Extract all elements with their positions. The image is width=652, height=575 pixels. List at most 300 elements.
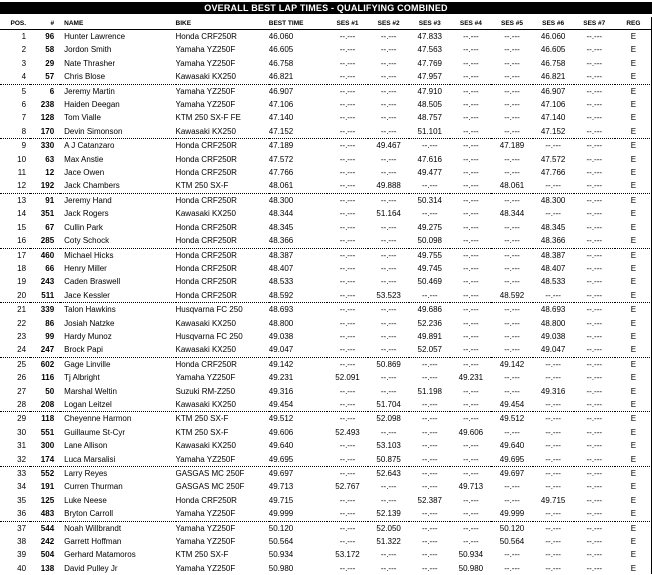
cell-number: 544 (30, 521, 60, 535)
cell-ses2: --.--- (368, 330, 409, 343)
cell-best-time: 48.366 (269, 234, 327, 248)
cell-ses3: 47.957 (409, 70, 450, 84)
cell-ses4: --.--- (450, 111, 491, 124)
cell-ses3: 49.755 (409, 248, 450, 262)
cell-ses5: --.--- (491, 166, 532, 179)
cell-ses1: --.--- (327, 439, 368, 452)
cell-ses4: --.--- (450, 166, 491, 179)
cell-name: Larry Reyes (60, 467, 175, 481)
cell-pos: 7 (0, 111, 30, 124)
cell-name: Luke Neese (60, 494, 175, 507)
table-row (0, 426, 652, 439)
cell-ses1: --.--- (327, 111, 368, 124)
table-row (0, 303, 652, 317)
cell-number: 96 (30, 30, 60, 44)
cell-number: 50 (30, 385, 60, 398)
header-number: # (30, 17, 60, 30)
cell-bike: Honda CRF250R (176, 139, 269, 153)
cell-ses6: 49.715 (533, 494, 574, 507)
cell-ses3: 47.833 (409, 30, 450, 44)
cell-pos: 35 (0, 494, 30, 507)
cell-number: 66 (30, 262, 60, 275)
cell-ses5: --.--- (491, 548, 532, 561)
cell-ses3: 51.198 (409, 385, 450, 398)
cell-best-time: 50.564 (269, 535, 327, 548)
header-ses7: SES #7 (574, 17, 615, 30)
cell-bike: Husqvarna FC 250 (176, 303, 269, 317)
cell-ses4: --.--- (450, 139, 491, 153)
cell-pos: 13 (0, 193, 30, 207)
cell-bike: Suzuki RM-Z250 (176, 385, 269, 398)
cell-ses1: --.--- (327, 330, 368, 343)
cell-reg: E (615, 467, 652, 481)
cell-ses2: --.--- (368, 562, 409, 575)
cell-name: Jack Rogers (60, 207, 175, 220)
cell-ses1: --.--- (327, 507, 368, 521)
cell-ses6: 48.407 (533, 262, 574, 275)
cell-ses6: --.--- (533, 357, 574, 371)
cell-pos: 20 (0, 289, 30, 303)
cell-bike: Honda CRF250R (176, 166, 269, 179)
cell-number: 551 (30, 426, 60, 439)
cell-pos: 25 (0, 357, 30, 371)
cell-name: Noah Willbrandt (60, 521, 175, 535)
cell-ses7: --.--- (574, 317, 615, 330)
cell-pos: 29 (0, 412, 30, 426)
cell-number: 511 (30, 289, 60, 303)
cell-ses4: --.--- (450, 153, 491, 166)
cell-bike: Yamaha YZ250F (176, 562, 269, 575)
cell-ses1: --.--- (327, 289, 368, 303)
cell-ses6: --.--- (533, 289, 574, 303)
cell-ses6: 46.907 (533, 84, 574, 98)
cell-ses7: --.--- (574, 521, 615, 535)
table-row (0, 179, 652, 193)
cell-ses4: --.--- (450, 221, 491, 234)
cell-ses2: --.--- (368, 371, 409, 384)
cell-ses6: 47.152 (533, 125, 574, 139)
cell-ses5: --.--- (491, 221, 532, 234)
cell-name: Gerhard Matamoros (60, 548, 175, 561)
cell-ses5: --.--- (491, 84, 532, 98)
cell-best-time: 47.106 (269, 98, 327, 111)
cell-ses4: 49.606 (450, 426, 491, 439)
cell-ses5: 48.344 (491, 207, 532, 220)
cell-ses3: 47.910 (409, 84, 450, 98)
cell-ses6: 49.038 (533, 330, 574, 343)
cell-ses1: --.--- (327, 275, 368, 288)
cell-ses3: 48.757 (409, 111, 450, 124)
table-row (0, 535, 652, 548)
cell-ses7: --.--- (574, 193, 615, 207)
cell-best-time: 46.907 (269, 84, 327, 98)
cell-best-time: 46.821 (269, 70, 327, 84)
cell-pos: 38 (0, 535, 30, 548)
cell-name: Jordon Smith (60, 43, 175, 56)
cell-best-time: 48.345 (269, 221, 327, 234)
cell-reg: E (615, 562, 652, 575)
cell-ses2: --.--- (368, 317, 409, 330)
cell-ses4: --.--- (450, 207, 491, 220)
cell-pos: 23 (0, 330, 30, 343)
cell-bike: Yamaha YZ250F (176, 507, 269, 521)
table-row (0, 262, 652, 275)
cell-ses2: --.--- (368, 30, 409, 44)
cell-ses1: --.--- (327, 494, 368, 507)
cell-ses5: --.--- (491, 70, 532, 84)
cell-ses5: 49.999 (491, 507, 532, 521)
cell-ses4: --.--- (450, 330, 491, 343)
cell-ses3: --.--- (409, 467, 450, 481)
cell-ses6: 47.766 (533, 166, 574, 179)
cell-reg: E (615, 426, 652, 439)
cell-ses2: --.--- (368, 480, 409, 493)
cell-best-time: 49.715 (269, 494, 327, 507)
cell-ses2: --.--- (368, 303, 409, 317)
cell-ses4: --.--- (450, 398, 491, 412)
cell-bike: Yamaha YZ250F (176, 371, 269, 384)
cell-ses3: 49.745 (409, 262, 450, 275)
table-row (0, 30, 652, 44)
cell-ses1: --.--- (327, 535, 368, 548)
cell-ses3: 48.505 (409, 98, 450, 111)
cell-name: Jace Owen (60, 166, 175, 179)
header-best-time: BEST TIME (269, 17, 327, 30)
cell-name: Max Anstie (60, 153, 175, 166)
cell-number: 460 (30, 248, 60, 262)
header-ses4: SES #4 (450, 17, 491, 30)
cell-ses2: --.--- (368, 166, 409, 179)
cell-ses5: --.--- (491, 262, 532, 275)
cell-best-time: 46.758 (269, 57, 327, 70)
cell-ses5: 48.061 (491, 179, 532, 193)
cell-ses3: --.--- (409, 289, 450, 303)
cell-reg: E (615, 125, 652, 139)
table-row (0, 221, 652, 234)
cell-ses6: 46.758 (533, 57, 574, 70)
cell-reg: E (615, 412, 652, 426)
cell-ses7: --.--- (574, 84, 615, 98)
cell-name: Chris Blose (60, 70, 175, 84)
cell-ses5: --.--- (491, 275, 532, 288)
cell-ses6: --.--- (533, 480, 574, 493)
cell-ses7: --.--- (574, 426, 615, 439)
cell-best-time: 49.697 (269, 467, 327, 481)
cell-ses5: 49.640 (491, 439, 532, 452)
cell-ses5: --.--- (491, 30, 532, 44)
table-row (0, 139, 652, 153)
cell-bike: Kawasaki KX250 (176, 317, 269, 330)
table-row (0, 248, 652, 262)
cell-reg: E (615, 84, 652, 98)
table-row (0, 412, 652, 426)
cell-pos: 1 (0, 30, 30, 44)
cell-ses5: --.--- (491, 153, 532, 166)
cell-ses7: --.--- (574, 507, 615, 521)
cell-ses4: --.--- (450, 303, 491, 317)
cell-ses4: --.--- (450, 275, 491, 288)
cell-ses5: --.--- (491, 494, 532, 507)
cell-number: 192 (30, 179, 60, 193)
cell-pos: 2 (0, 43, 30, 56)
cell-ses3: --.--- (409, 139, 450, 153)
cell-pos: 26 (0, 371, 30, 384)
cell-ses1: --.--- (327, 412, 368, 426)
cell-reg: E (615, 111, 652, 124)
cell-ses3: --.--- (409, 548, 450, 561)
cell-reg: E (615, 221, 652, 234)
cell-ses7: --.--- (574, 343, 615, 357)
cell-ses6: --.--- (533, 562, 574, 575)
cell-ses4: --.--- (450, 70, 491, 84)
cell-number: 552 (30, 467, 60, 481)
table-body (0, 30, 652, 575)
cell-ses7: --.--- (574, 535, 615, 548)
cell-ses4: --.--- (450, 30, 491, 44)
cell-bike: Honda CRF250R (176, 153, 269, 166)
cell-bike: Honda CRF250R (176, 221, 269, 234)
table-row (0, 494, 652, 507)
table-row (0, 467, 652, 481)
cell-ses4: --.--- (450, 43, 491, 56)
cell-reg: E (615, 30, 652, 44)
cell-best-time: 49.047 (269, 343, 327, 357)
cell-ses4: --.--- (450, 412, 491, 426)
cell-ses2: --.--- (368, 221, 409, 234)
cell-ses4: --.--- (450, 535, 491, 548)
cell-pos: 17 (0, 248, 30, 262)
cell-ses6: --.--- (533, 412, 574, 426)
cell-ses2: --.--- (368, 125, 409, 139)
cell-name: Devin Simonson (60, 125, 175, 139)
header-ses5: SES #5 (491, 17, 532, 30)
cell-ses7: --.--- (574, 412, 615, 426)
cell-ses7: --.--- (574, 548, 615, 561)
cell-ses4: --.--- (450, 84, 491, 98)
cell-reg: E (615, 193, 652, 207)
cell-ses4: --.--- (450, 289, 491, 303)
cell-best-time: 48.533 (269, 275, 327, 288)
cell-ses5: --.--- (491, 234, 532, 248)
cell-best-time: 50.120 (269, 521, 327, 535)
cell-reg: E (615, 480, 652, 493)
table-row (0, 57, 652, 70)
cell-bike: KTM 250 SX-F (176, 179, 269, 193)
cell-ses7: --.--- (574, 371, 615, 384)
cell-best-time: 48.387 (269, 248, 327, 262)
cell-pos: 28 (0, 398, 30, 412)
cell-ses3: 49.891 (409, 330, 450, 343)
cell-ses5: --.--- (491, 193, 532, 207)
header-reg: REG (615, 17, 652, 30)
cell-name: Tj Albright (60, 371, 175, 384)
cell-name: Luca Marsalisi (60, 453, 175, 467)
cell-ses5: --.--- (491, 43, 532, 56)
cell-ses6: 48.800 (533, 317, 574, 330)
cell-number: 29 (30, 57, 60, 70)
cell-best-time: 48.693 (269, 303, 327, 317)
cell-number: 602 (30, 357, 60, 371)
cell-reg: E (615, 43, 652, 56)
table-row (0, 125, 652, 139)
cell-ses6: --.--- (533, 207, 574, 220)
header-ses2: SES #2 (368, 17, 409, 30)
table-row (0, 84, 652, 98)
cell-ses6: 46.821 (533, 70, 574, 84)
cell-best-time: 47.766 (269, 166, 327, 179)
cell-number: 339 (30, 303, 60, 317)
cell-bike: KTM 250 SX-F (176, 412, 269, 426)
cell-best-time: 47.572 (269, 153, 327, 166)
cell-number: 238 (30, 98, 60, 111)
cell-ses4: --.--- (450, 179, 491, 193)
cell-number: 116 (30, 371, 60, 384)
cell-ses2: 50.875 (368, 453, 409, 467)
cell-bike: Yamaha YZ250F (176, 521, 269, 535)
cell-ses3: --.--- (409, 453, 450, 467)
table-row (0, 289, 652, 303)
cell-reg: E (615, 179, 652, 193)
cell-pos: 3 (0, 57, 30, 70)
cell-ses4: 49.713 (450, 480, 491, 493)
cell-reg: E (615, 535, 652, 548)
cell-ses6: --.--- (533, 467, 574, 481)
cell-best-time: 46.060 (269, 30, 327, 44)
cell-ses5: --.--- (491, 125, 532, 139)
cell-ses2: 53.523 (368, 289, 409, 303)
cell-ses1: --.--- (327, 166, 368, 179)
cell-ses4: --.--- (450, 57, 491, 70)
cell-ses5: --.--- (491, 343, 532, 357)
cell-number: 86 (30, 317, 60, 330)
cell-reg: E (615, 57, 652, 70)
cell-ses1: --.--- (327, 262, 368, 275)
cell-ses5: --.--- (491, 111, 532, 124)
cell-best-time: 49.512 (269, 412, 327, 426)
cell-ses3: 47.563 (409, 43, 450, 56)
cell-bike: Kawasaki KX250 (176, 343, 269, 357)
cell-ses6: --.--- (533, 398, 574, 412)
cell-ses1: 53.172 (327, 548, 368, 561)
cell-ses1: --.--- (327, 398, 368, 412)
cell-reg: E (615, 166, 652, 179)
cell-name: Lane Allison (60, 439, 175, 452)
cell-number: 138 (30, 562, 60, 575)
cell-ses4: 49.231 (450, 371, 491, 384)
cell-reg: E (615, 371, 652, 384)
cell-name: Jace Kessler (60, 289, 175, 303)
cell-ses7: --.--- (574, 453, 615, 467)
cell-number: 191 (30, 480, 60, 493)
cell-name: Marshal Weltin (60, 385, 175, 398)
cell-ses2: 51.164 (368, 207, 409, 220)
cell-ses1: --.--- (327, 84, 368, 98)
cell-ses1: --.--- (327, 193, 368, 207)
cell-ses2: 52.139 (368, 507, 409, 521)
table-row (0, 562, 652, 575)
cell-ses4: --.--- (450, 125, 491, 139)
cell-pos: 21 (0, 303, 30, 317)
cell-ses4: --.--- (450, 248, 491, 262)
cell-ses1: --.--- (327, 207, 368, 220)
cell-ses1: 52.493 (327, 426, 368, 439)
cell-number: 170 (30, 125, 60, 139)
cell-ses2: 52.643 (368, 467, 409, 481)
cell-name: Gage Linville (60, 357, 175, 371)
cell-number: 243 (30, 275, 60, 288)
cell-ses7: --.--- (574, 43, 615, 56)
cell-number: 58 (30, 43, 60, 56)
cell-ses7: --.--- (574, 248, 615, 262)
cell-ses2: --.--- (368, 57, 409, 70)
cell-pos: 9 (0, 139, 30, 153)
header-pos: POS. (0, 17, 30, 30)
cell-ses2: --.--- (368, 43, 409, 56)
cell-ses4: --.--- (450, 193, 491, 207)
cell-ses6: 47.572 (533, 153, 574, 166)
cell-name: Henry Miller (60, 262, 175, 275)
cell-ses4: --.--- (450, 385, 491, 398)
cell-ses2: 49.888 (368, 179, 409, 193)
cell-ses2: 53.103 (368, 439, 409, 452)
cell-reg: E (615, 98, 652, 111)
cell-name: Josiah Natzke (60, 317, 175, 330)
cell-ses1: --.--- (327, 343, 368, 357)
cell-best-time: 49.606 (269, 426, 327, 439)
cell-ses1: --.--- (327, 385, 368, 398)
cell-pos: 27 (0, 385, 30, 398)
cell-best-time: 48.061 (269, 179, 327, 193)
cell-bike: Kawasaki KX250 (176, 70, 269, 84)
cell-ses7: --.--- (574, 125, 615, 139)
cell-ses2: --.--- (368, 385, 409, 398)
cell-ses1: --.--- (327, 221, 368, 234)
cell-reg: E (615, 330, 652, 343)
cell-best-time: 49.695 (269, 453, 327, 467)
cell-bike: Husqvarna FC 250 (176, 330, 269, 343)
table-row (0, 439, 652, 452)
cell-ses7: --.--- (574, 480, 615, 493)
table-row (0, 43, 652, 56)
cell-reg: E (615, 521, 652, 535)
cell-ses6: 47.140 (533, 111, 574, 124)
table-row (0, 193, 652, 207)
cell-ses7: --.--- (574, 179, 615, 193)
cell-pos: 34 (0, 480, 30, 493)
cell-name: Caden Braswell (60, 275, 175, 288)
cell-ses2: 51.704 (368, 398, 409, 412)
cell-ses6: 48.345 (533, 221, 574, 234)
cell-bike: Yamaha YZ250F (176, 57, 269, 70)
cell-best-time: 49.231 (269, 371, 327, 384)
cell-ses1: --.--- (327, 317, 368, 330)
cell-reg: E (615, 398, 652, 412)
cell-ses5: 50.120 (491, 521, 532, 535)
cell-reg: E (615, 234, 652, 248)
cell-ses2: --.--- (368, 494, 409, 507)
report-title: OVERALL BEST LAP TIMES - QUALIFYING COMBINED (0, 2, 652, 14)
cell-reg: E (615, 303, 652, 317)
cell-ses3: --.--- (409, 412, 450, 426)
cell-number: 99 (30, 330, 60, 343)
cell-ses7: --.--- (574, 439, 615, 452)
cell-ses6: --.--- (533, 439, 574, 452)
cell-bike: GASGAS MC 250F (176, 467, 269, 481)
cell-ses5: 49.454 (491, 398, 532, 412)
cell-ses4: --.--- (450, 439, 491, 452)
cell-ses3: 49.686 (409, 303, 450, 317)
cell-name: Jack Chambers (60, 179, 175, 193)
